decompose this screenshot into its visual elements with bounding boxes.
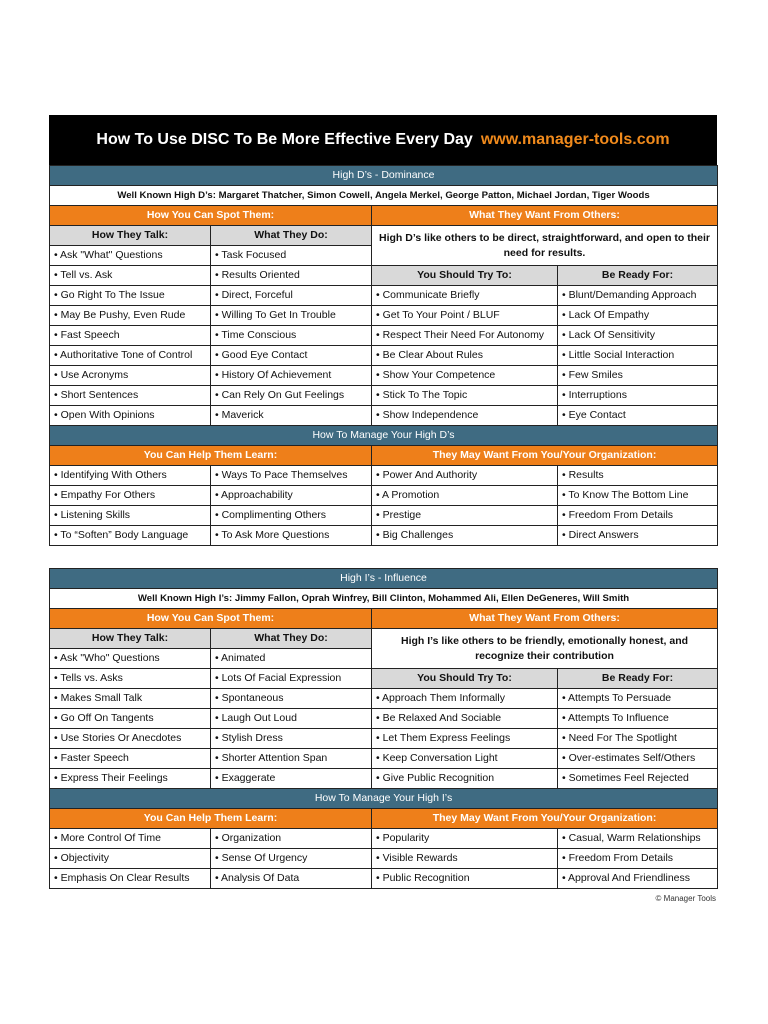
org-header: They May Want From You/Your Organization: (372, 809, 718, 829)
learn-header: You Can Help Them Learn: (50, 446, 372, 466)
talk-do-header-row (50, 226, 718, 246)
do-header: What They Do: (211, 629, 372, 649)
ready-header: Be Ready For: (558, 266, 718, 286)
ready-item: • Attempts To Persuade (558, 689, 718, 709)
page-title-bar (49, 115, 717, 165)
talk-item: • Tells vs. Asks (50, 669, 211, 689)
try-item: • Be Relaxed And Sociable (372, 709, 558, 729)
try-header: You Should Try To: (372, 266, 558, 286)
org-item: • Freedom From Details (558, 506, 718, 526)
ready-item: • Lack Of Empathy (558, 306, 718, 326)
manage-row (50, 849, 718, 869)
try-item: • Respect Their Need For Autonomy (372, 326, 558, 346)
section-header: High D’s - Dominance (50, 166, 718, 186)
trait-row (50, 286, 718, 306)
known-examples-row (50, 186, 718, 206)
talk-header: How They Talk: (50, 629, 211, 649)
manage-row (50, 466, 718, 486)
org-item: • Freedom From Details (558, 849, 718, 869)
section-table-d (49, 165, 718, 546)
org-item: • Public Recognition (372, 869, 558, 889)
try-item: • Give Public Recognition (372, 769, 558, 789)
ready-item: • Need For The Spotlight (558, 729, 718, 749)
spot-want-header-row (50, 206, 718, 226)
talk-item: • Fast Speech (50, 326, 211, 346)
learn-org-header-row (50, 446, 718, 466)
do-item: • Exaggerate (211, 769, 372, 789)
try-item: • Be Clear About Rules (372, 346, 558, 366)
trait-row (50, 266, 718, 286)
want-description: High D’s like others to be direct, straightforward, and open to their need for results. (372, 226, 718, 266)
learn-item: • Objectivity (50, 849, 211, 869)
talk-item: • Authoritative Tone of Control (50, 346, 211, 366)
ready-item: • Over-estimates Self/Others (558, 749, 718, 769)
do-item: • Animated (211, 649, 372, 669)
try-item: • Communicate Briefly (372, 286, 558, 306)
do-item: • Spontaneous (211, 689, 372, 709)
section-header: High I’s - Influence (50, 569, 718, 589)
learn-item: • Sense Of Urgency (211, 849, 372, 869)
learn-item: • Identifying With Others (50, 466, 211, 486)
learn-item: • Empathy For Others (50, 486, 211, 506)
talk-item: • Tell vs. Ask (50, 266, 211, 286)
talk-item: • Makes Small Talk (50, 689, 211, 709)
do-item: • Time Conscious (211, 326, 372, 346)
section-table-i (49, 568, 718, 889)
learn-item: • Approachability (211, 486, 372, 506)
try-item: • Get To Your Point / BLUF (372, 306, 558, 326)
learn-item: • Ways To Pace Themselves (211, 466, 372, 486)
org-item: • Visible Rewards (372, 849, 558, 869)
trait-row (50, 749, 718, 769)
do-item: • Maverick (211, 406, 372, 426)
want-header: What They Want From Others: (372, 609, 718, 629)
ready-item: • Blunt/Demanding Approach (558, 286, 718, 306)
trait-row (50, 326, 718, 346)
do-item: • Laugh Out Loud (211, 709, 372, 729)
section-header-row (50, 166, 718, 186)
try-item: • Stick To The Topic (372, 386, 558, 406)
do-item: • Good Eye Contact (211, 346, 372, 366)
manage-header: How To Manage Your High D’s (50, 426, 718, 446)
ready-item: • Few Smiles (558, 366, 718, 386)
learn-item: • Organization (211, 829, 372, 849)
org-header: They May Want From You/Your Organization: (372, 446, 718, 466)
ready-item: • Interruptions (558, 386, 718, 406)
do-item: • Task Focused (211, 246, 372, 266)
trait-row (50, 406, 718, 426)
talk-item: • Use Stories Or Anecdotes (50, 729, 211, 749)
spot-want-header-row (50, 609, 718, 629)
trait-row (50, 306, 718, 326)
learn-item: • To “Soften” Body Language (50, 526, 211, 546)
talk-item: • Go Off On Tangents (50, 709, 211, 729)
trait-row (50, 689, 718, 709)
trait-row (50, 769, 718, 789)
spot-header: How You Can Spot Them: (50, 609, 372, 629)
try-item: • Show Your Competence (372, 366, 558, 386)
ready-header: Be Ready For: (558, 669, 718, 689)
learn-item: • Listening Skills (50, 506, 211, 526)
manage-header: How To Manage Your High I’s (50, 789, 718, 809)
page-title: How To Use DISC To Be More Effective Every Day (96, 131, 473, 148)
do-item: • Willing To Get In Trouble (211, 306, 372, 326)
do-item: • Results Oriented (211, 266, 372, 286)
talk-header: How They Talk: (50, 226, 211, 246)
manage-row (50, 506, 718, 526)
manage-row (50, 869, 718, 889)
ready-item: • Attempts To Influence (558, 709, 718, 729)
org-item: • Popularity (372, 829, 558, 849)
trait-row (50, 346, 718, 366)
do-header: What They Do: (211, 226, 372, 246)
do-item: • Lots Of Facial Expression (211, 669, 372, 689)
spot-header: How You Can Spot Them: (50, 206, 372, 226)
manage-header-row (50, 426, 718, 446)
talk-item: • Open With Opinions (50, 406, 211, 426)
talk-item: • May Be Pushy, Even Rude (50, 306, 211, 326)
org-item: • Power And Authority (372, 466, 558, 486)
trait-row (50, 709, 718, 729)
want-header: What They Want From Others: (372, 206, 718, 226)
learn-header: You Can Help Them Learn: (50, 809, 372, 829)
ready-item: • Little Social Interaction (558, 346, 718, 366)
learn-org-header-row (50, 809, 718, 829)
talk-item: • Ask "Who" Questions (50, 649, 211, 669)
org-item: • Direct Answers (558, 526, 718, 546)
learn-item: • More Control Of Time (50, 829, 211, 849)
learn-item: • To Ask More Questions (211, 526, 372, 546)
try-header: You Should Try To: (372, 669, 558, 689)
org-item: • Big Challenges (372, 526, 558, 546)
org-item: • Approval And Friendliness (558, 869, 718, 889)
do-item: • Direct, Forceful (211, 286, 372, 306)
manage-row (50, 486, 718, 506)
learn-item: • Analysis Of Data (211, 869, 372, 889)
org-item: • Prestige (372, 506, 558, 526)
section-header-row (50, 569, 718, 589)
try-item: • Keep Conversation Light (372, 749, 558, 769)
org-item: • Results (558, 466, 718, 486)
do-item: • History Of Achievement (211, 366, 372, 386)
want-description: High I’s like others to be friendly, emotionally honest, and recognize their contribution (372, 629, 718, 669)
known-examples: Well Known High D’s: Margaret Thatcher, Simon Cowell, Angela Merkel, George Patton, Michael Jordan, Tiger Woods (50, 186, 718, 206)
ready-item: • Eye Contact (558, 406, 718, 426)
talk-item: • Go Right To The Issue (50, 286, 211, 306)
org-item: • A Promotion (372, 486, 558, 506)
talk-item: • Express Their Feelings (50, 769, 211, 789)
learn-item: • Emphasis On Clear Results (50, 869, 211, 889)
ready-item: • Sometimes Feel Rejected (558, 769, 718, 789)
learn-item: • Complimenting Others (211, 506, 372, 526)
try-item: • Approach Them Informally (372, 689, 558, 709)
known-examples: Well Known High I’s: Jimmy Fallon, Oprah Winfrey, Bill Clinton, Mohammed Ali, Ellen DeGeneres, Will Smith (50, 589, 718, 609)
talk-item: • Use Acronyms (50, 366, 211, 386)
ready-item: • Lack Of Sensitivity (558, 326, 718, 346)
try-item: • Show Independence (372, 406, 558, 426)
manage-row (50, 526, 718, 546)
trait-row (50, 669, 718, 689)
trait-row (50, 729, 718, 749)
talk-item: • Faster Speech (50, 749, 211, 769)
trait-row (50, 366, 718, 386)
manage-row (50, 829, 718, 849)
copyright-footer: © Manager Tools (655, 894, 716, 903)
org-item: • To Know The Bottom Line (558, 486, 718, 506)
known-examples-row (50, 589, 718, 609)
org-item: • Casual, Warm Relationships (558, 829, 718, 849)
site-link[interactable]: www.manager-tools.com (480, 131, 670, 148)
try-item: • Let Them Express Feelings (372, 729, 558, 749)
talk-do-header-row (50, 629, 718, 649)
do-item: • Shorter Attention Span (211, 749, 372, 769)
talk-item: • Short Sentences (50, 386, 211, 406)
disc-sheet-top (49, 115, 717, 546)
do-item: • Can Rely On Gut Feelings (211, 386, 372, 406)
talk-item: • Ask "What" Questions (50, 246, 211, 266)
manage-header-row (50, 789, 718, 809)
do-item: • Stylish Dress (211, 729, 372, 749)
trait-row (50, 386, 718, 406)
disc-sheet-bottom (49, 568, 717, 889)
